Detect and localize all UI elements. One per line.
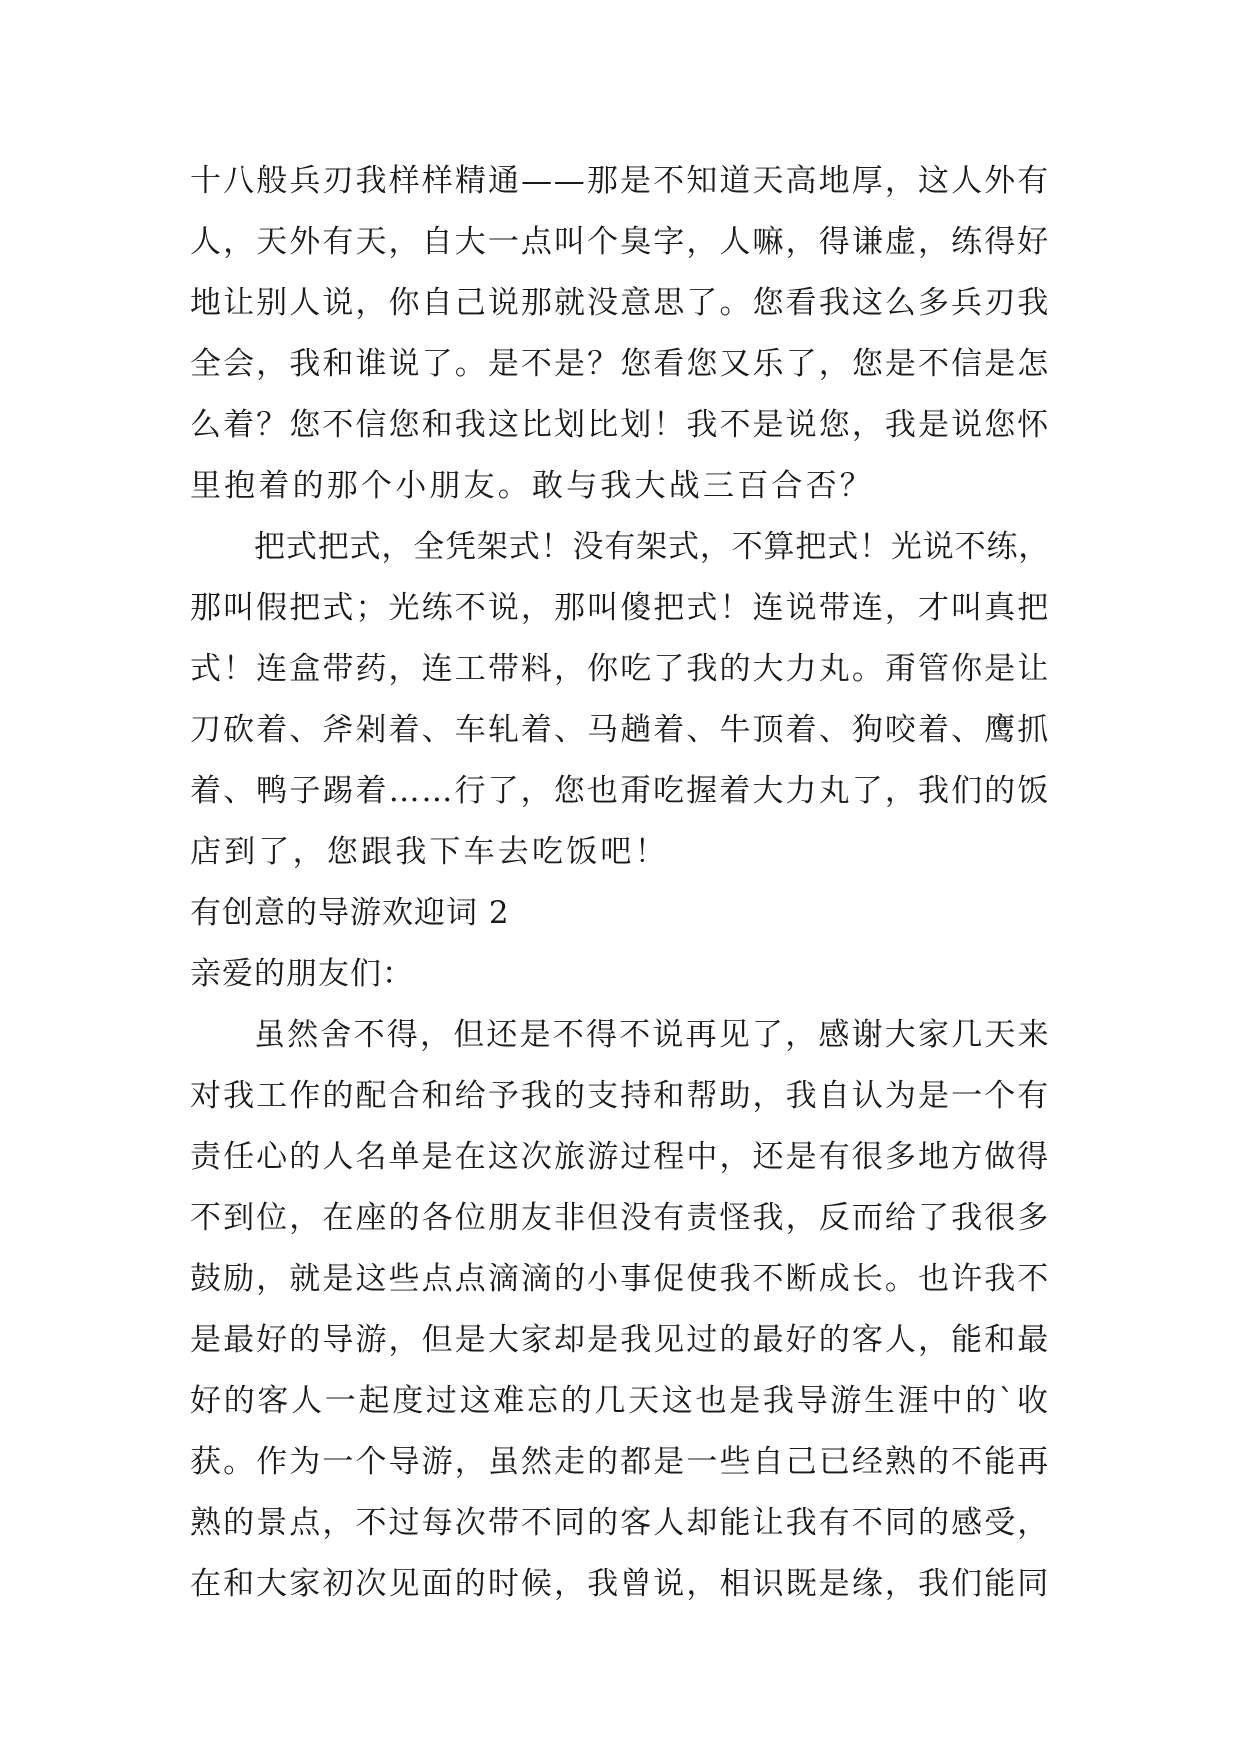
paragraph-line: 虽然舍不得，但还是不得不说再见了，感谢大家几天来 [254, 1017, 1051, 1053]
paragraph-line: 么着？您不信您和我这比划比划！我不是说您，我是说您怀 [190, 407, 1050, 443]
paragraph-line: 是最好的导游，但是大家却是我见过的最好的客人，能和最 [190, 1322, 1050, 1358]
paragraph-line: 店到了，您跟我下车去吃饭吧！ [190, 834, 669, 870]
paragraph-line: 对我工作的配合和给予我的支持和帮助，我自认为是一个有 [190, 1078, 1050, 1114]
paragraph-line: 着、鸭子踢着……行了，您也甭吃握着大力丸了，我们的饭 [190, 773, 1050, 809]
paragraph-line: 好的客人一起度过这难忘的几天这也是我导游生涯中的`收 [190, 1383, 1051, 1419]
paragraph-line: 全会，我和谁说了。是不是？您看您又乐了，您是不信是怎 [190, 346, 1050, 382]
paragraph-line: 里抱着的那个小朋友。敢与我大战三百合否？ [190, 468, 874, 504]
paragraph-line: 责任心的人名单是在这次旅游过程中，还是有很多地方做得 [190, 1139, 1050, 1175]
paragraph-line: 刀砍着、斧剁着、车轧着、马趟着、牛顶着、狗咬着、鹰抓 [190, 712, 1050, 748]
paragraph-line: 获。作为一个导游，虽然走的都是一些自己已经熟的不能再 [190, 1444, 1050, 1480]
paragraph-line: 式！连盒带药，连工带料，你吃了我的大力丸。甭管你是让 [190, 651, 1050, 687]
section-heading: 有创意的导游欢迎词 2 [190, 895, 510, 931]
paragraph-line: 在和大家初次见面的时候，我曾说，相识既是缘，我们能同 [190, 1566, 1050, 1602]
paragraph-line: 把式把式，全凭架式！没有架式，不算把式！光说不练， [254, 529, 1050, 565]
salutation: 亲爱的朋友们： [190, 956, 414, 992]
paragraph-line: 熟的景点，不过每次带不同的客人却能让我有不同的感受， [190, 1505, 1050, 1541]
paragraph-line: 地让别人说，你自己说那就没意思了。您看我这么多兵刃我 [190, 285, 1050, 321]
paragraph-line: 不到位，在座的各位朋友非但没有责怪我，反而给了我很多 [190, 1200, 1050, 1236]
paragraph-line: 那叫假把式；光练不说，那叫傻把式！连说带连，才叫真把 [190, 590, 1050, 626]
paragraph-line: 鼓励，就是这些点点滴滴的小事促使我不断成长。也许我不 [190, 1261, 1050, 1297]
paragraph-line: 十八般兵刃我样样精通——那是不知道天高地厚，这人外有 [190, 163, 1050, 199]
paragraph-line: 人，天外有天，自大一点叫个臭字，人嘛，得谦虚，练得好 [190, 224, 1050, 260]
